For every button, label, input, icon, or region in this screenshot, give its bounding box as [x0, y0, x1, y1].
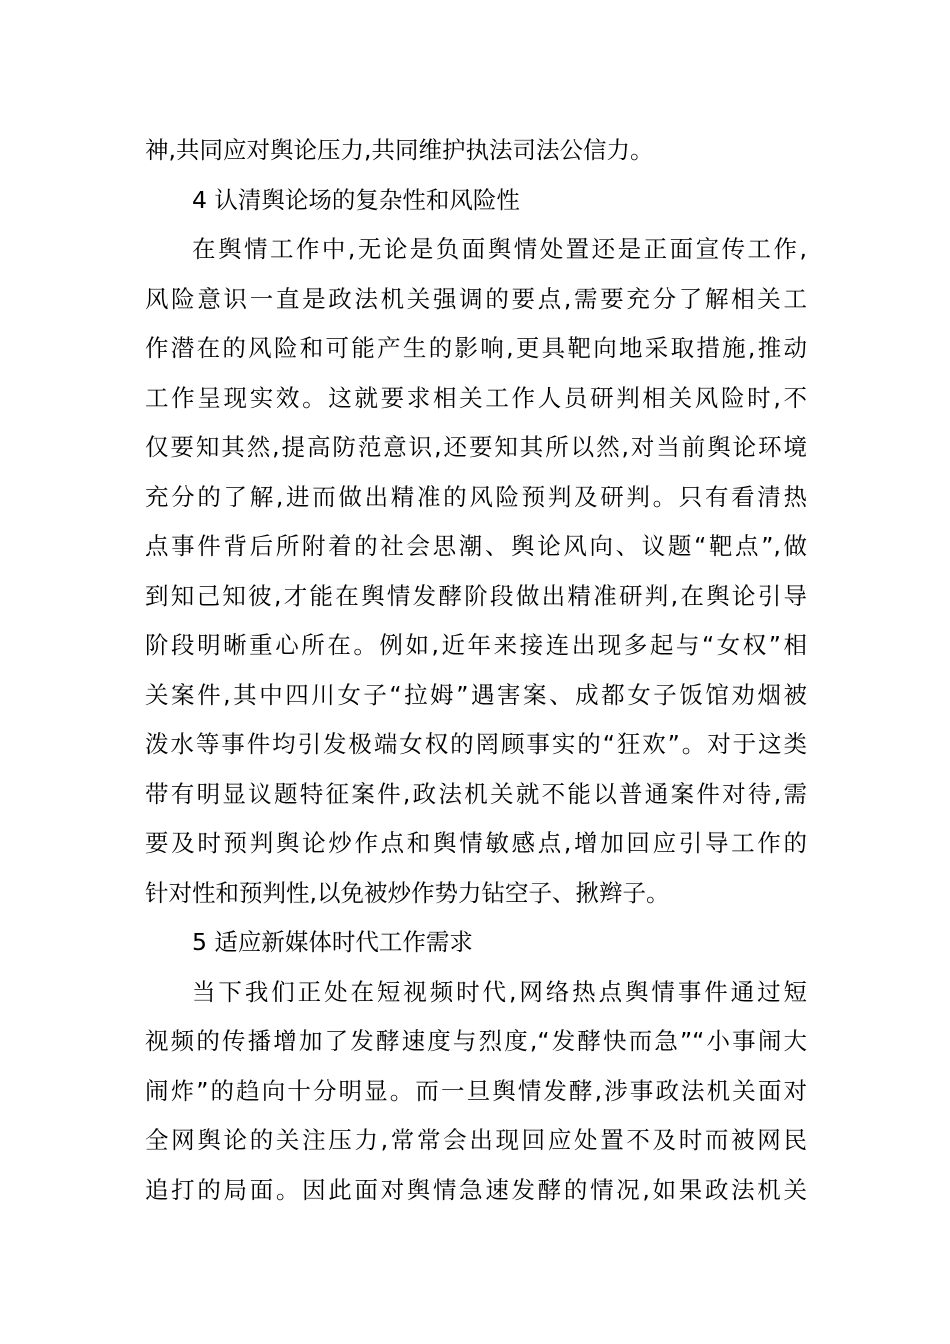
text-line: 工作呈现实效。这就要求相关工作人员研判相关风险时,不 — [145, 383, 807, 412]
document-page — [145, 126, 807, 1215]
text-line: 点事件背后所附着的社会思潮、舆论风向、议题“靶点”,做 — [145, 532, 807, 560]
text-line: 闹炸”的趋向十分明显。而一旦舆情发酵,涉事政法机关面对 — [145, 1076, 807, 1105]
text-line: 充分的了解,进而做出精准的风险预判及研判。只有看清热 — [145, 482, 807, 511]
section-heading: 5 适应新媒体时代工作需求 — [192, 928, 473, 956]
text-line: 要及时预判舆论炒作点和舆情敏感点,增加回应引导工作的 — [145, 829, 807, 857]
text-line: 到知己知彼,才能在舆情发酵阶段做出精准研判,在舆论引导 — [145, 581, 807, 610]
text-line: 阶段明晰重心所在。例如,近年来接连出现多起与“女权”相 — [145, 631, 807, 659]
text-line: 针对性和预判性,以免被炒作势力钻空子、揪辫子。 — [145, 878, 670, 907]
text-line: 在舆情工作中,无论是负面舆情处置还是正面宣传工作, — [192, 235, 807, 263]
text-line: 作潜在的风险和可能产生的影响,更具靶向地采取措施,推动 — [145, 334, 807, 362]
text-line: 仅要知其然,提高防范意识,还要知其所以然,对当前舆论环境 — [145, 433, 807, 461]
text-line: 神,共同应对舆论压力,共同维护执法司法公信力。 — [145, 136, 654, 164]
text-line: 追打的局面。因此面对舆情急速发酵的情况,如果政法机关 — [145, 1175, 807, 1204]
text-line: 关案件,其中四川女子“拉姆”遇害案、成都女子饭馆劝烟被 — [145, 680, 807, 709]
text-line: 风险意识一直是政法机关强调的要点,需要充分了解相关工 — [145, 284, 807, 313]
text-line: 当下我们正处在短视频时代,网络热点舆情事件通过短 — [192, 977, 807, 1006]
section-heading: 4 认清舆论场的复杂性和风险性 — [192, 185, 520, 214]
text-line: 带有明显议题特征案件,政法机关就不能以普通案件对待,需 — [145, 779, 807, 808]
text-line: 全网舆论的关注压力,常常会出现回应处置不及时而被网民 — [145, 1126, 807, 1154]
text-line: 泼水等事件均引发极端女权的罔顾事实的“狂欢”。对于这类 — [145, 730, 807, 758]
text-line: 视频的传播增加了发酵速度与烈度,“发酵快而急”“小事闹大 — [145, 1027, 807, 1055]
